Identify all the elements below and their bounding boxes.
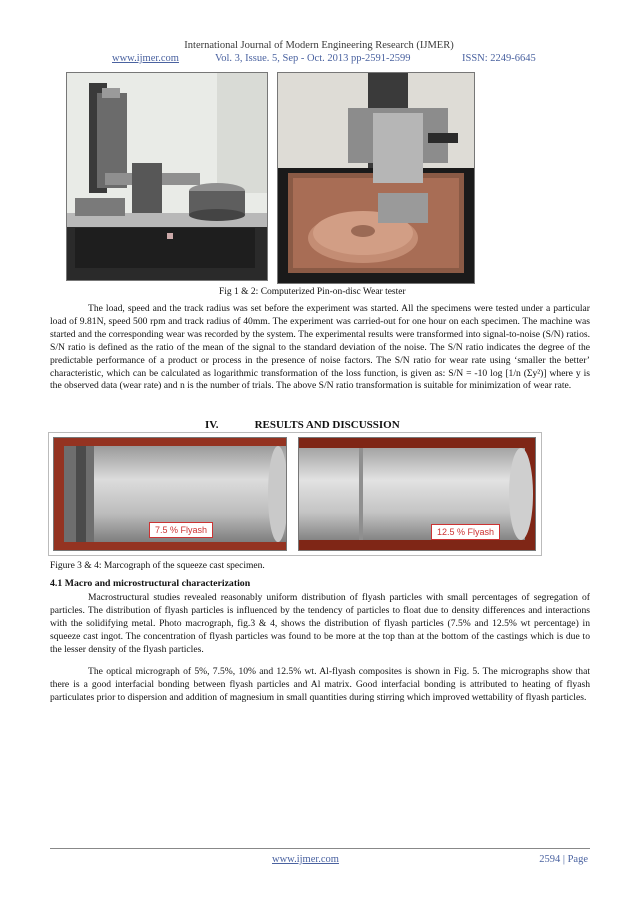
body-paragraph: The optical micrograph of 5%, 7.5%, 10% and 12.5% wt. Al-flyash composites is shown in Fig. 5. The micrographs show that there is a good interfacial bonding between flyash particles and Al matrix. Good interfacial bonding is attributed to heating of flyash particulates prior to dispersion and addition of magnesium in small quantities during stirring which improved wettability of flyash particles. — [50, 666, 590, 703]
macrograph-7-5-photo — [53, 437, 287, 551]
section-heading — [205, 419, 400, 431]
journal-title: International Journal of Modern Engineering Research (IJMER) — [184, 40, 454, 51]
header-url-link[interactable]: www.ijmer.com — [112, 53, 179, 64]
pin-on-disc-photo-right — [277, 72, 475, 284]
header-volume: Vol. 3, Issue. 5, Sep - Oct. 2013 pp-2591-2599 — [215, 53, 411, 64]
footer-divider — [50, 848, 590, 849]
subsection-heading: 4.1 Macro and microstructural characterization — [50, 578, 251, 589]
flyash-label-right: 12.5 % Flyash — [431, 524, 500, 540]
macrograph-figure — [48, 432, 542, 556]
footer-url-link[interactable]: www.ijmer.com — [272, 854, 339, 865]
macrograph-12-5-photo — [298, 437, 536, 551]
section-title: RESULTS AND DISCUSSION — [254, 419, 400, 431]
body-paragraph: Macrostructural studies revealed reasonably uniform distribution of flyash particles with small percentages of segregation of particles. The distribution of flyash particles is influenced by the tendency of particles to float due to density differences and interactions with the solidifying metal. Photo macrograph, fig.3 & 4, shows the distribution of flyash particles (7.5% and 12.5% wt percentage) in squeeze cast ingot. The concentration of flyash particles was found to be more at the top than at the bottom of the castings which is due to the lesser density of the flyash particles. — [50, 592, 590, 655]
figure-1-2-caption: Fig 1 & 2: Computerized Pin-on-disc Wear tester — [219, 287, 406, 297]
pin-on-disc-photo-left — [66, 72, 268, 281]
section-number: IV. — [205, 419, 219, 431]
flyash-label-left: 7.5 % Flyash — [149, 522, 213, 538]
header-issn: ISSN: 2249-6645 — [462, 53, 536, 64]
figure-3-4-caption: Figure 3 & 4: Marcograph of the squeeze cast specimen. — [50, 561, 265, 571]
page-number: 2594 | Page — [539, 854, 588, 865]
body-paragraph: The load, speed and the track radius was set before the experiment was started. All the specimens were tested under a particular load of 9.81N, speed 500 rpm and track radius of 40mm. The experiment was carried-out for one hour on each specimen. The machine was started and the corresponding wear was recorded by the system. The experimental results were transformed into signal-to-noise (S/N) ratios. S/N ratio is defined as the ratio of the mean of the signal to the standard deviation of the noise. The S/N ratio indicates the degree of the predictable performance of a product or process in the presence of noise factors. The S/N ratio for wear rate using ‘smaller the better’ characteristic, which can be calculated as logarithmic transformation of the loss function, is given as: S/N = -10 log [1/n (Σy²)] where y is the observed data (wear rate) and n is the number of trials. The above S/N ratio transformation is suitable for minimization of wear rate. — [50, 303, 590, 392]
